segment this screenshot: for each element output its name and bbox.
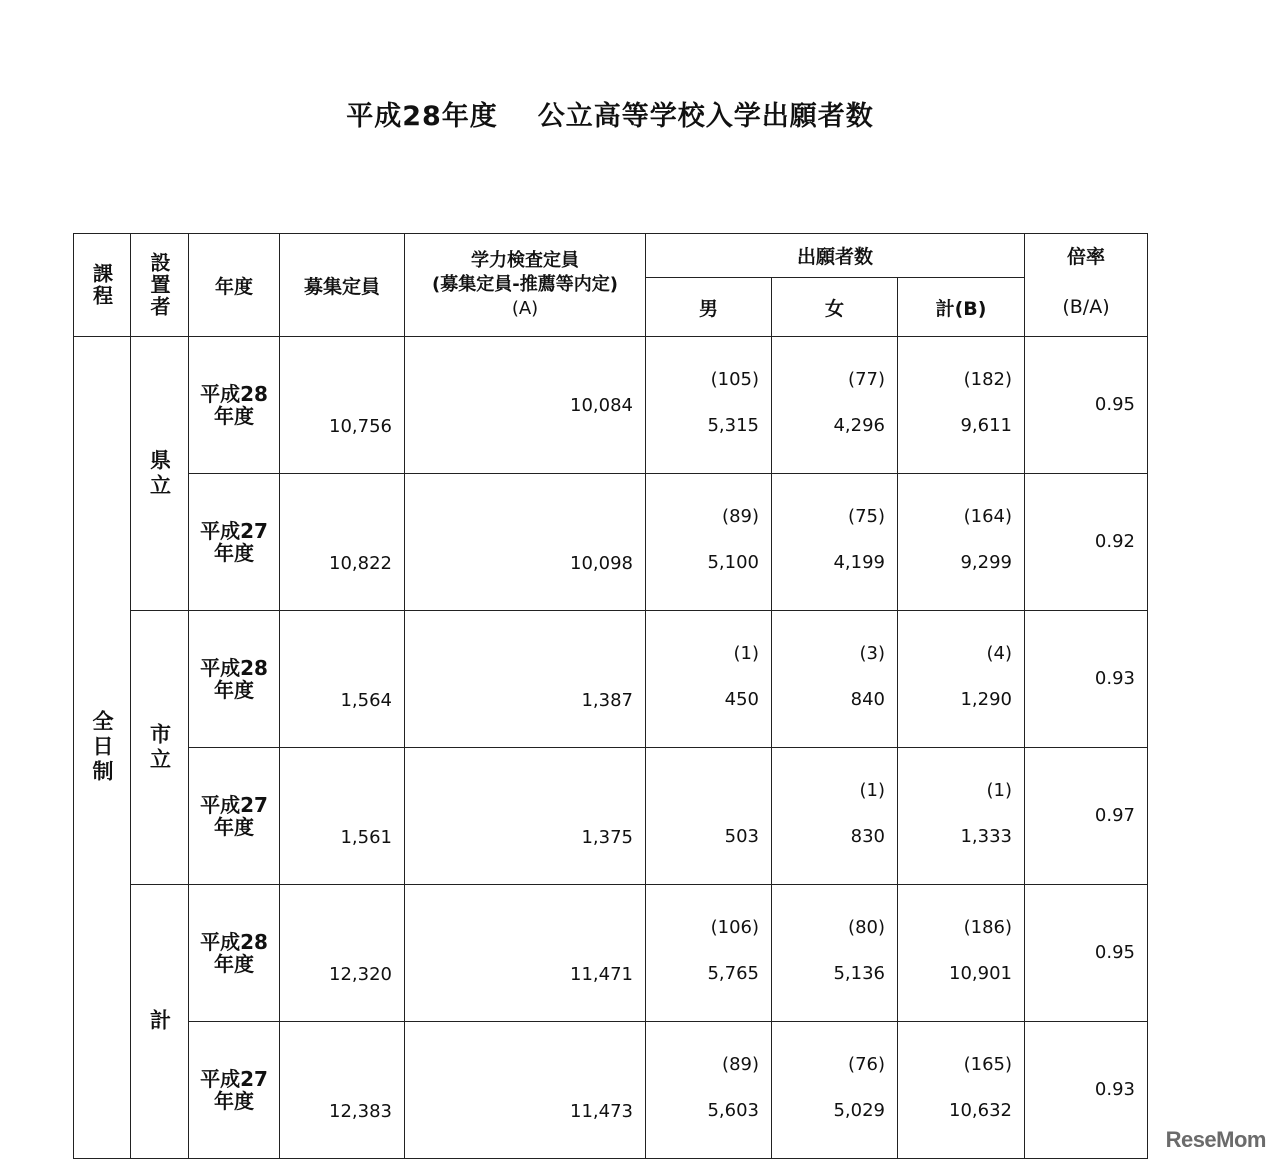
year-cell: 平成28 年度: [189, 611, 280, 748]
year-cell: 平成27 年度: [189, 1022, 280, 1159]
header-year: 年度: [189, 234, 280, 337]
header-course: 課程: [74, 234, 131, 337]
total-cell: (165) 10,632: [898, 1022, 1025, 1159]
table-row: [74, 885, 1148, 1022]
capacity-cell: 12,320: [280, 885, 405, 1022]
year-cell: 平成28 年度: [189, 337, 280, 474]
founder-cell: 県立: [131, 337, 189, 611]
page-title: [0, 94, 1220, 133]
ratio-cell: 0.92: [1025, 474, 1148, 611]
year-cell: 平成28 年度: [189, 885, 280, 1022]
capacity-cell: 12,383: [280, 1022, 405, 1159]
capacity-cell: 10,822: [280, 474, 405, 611]
total-cell: (4) 1,290: [898, 611, 1025, 748]
male-cell: (105) 5,315: [646, 337, 772, 474]
total-cell: (186) 10,901: [898, 885, 1025, 1022]
course-cell: 全日制: [74, 337, 131, 1159]
capacity-cell: 10,756: [280, 337, 405, 474]
founder-cell: 市立: [131, 611, 189, 885]
male-cell: (89) 5,100: [646, 474, 772, 611]
total-cell: (1) 1,333: [898, 748, 1025, 885]
table-row: [74, 611, 1148, 748]
exam-capacity-cell: 10,098: [405, 474, 646, 611]
male-cell: 503: [646, 748, 772, 885]
male-cell: (1) 450: [646, 611, 772, 748]
header-row-1: [74, 234, 1148, 278]
exam-capacity-cell: 1,387: [405, 611, 646, 748]
header-capacity: 募集定員: [280, 234, 405, 337]
exam-capacity-cell: 11,473: [405, 1022, 646, 1159]
female-cell: (1) 830: [772, 748, 898, 885]
exam-capacity-cell: 11,471: [405, 885, 646, 1022]
title-year: 平成28年度: [346, 101, 498, 132]
header-ratio: 倍率: [1025, 234, 1148, 278]
header-founder: 設置者: [131, 234, 189, 337]
male-cell: (89) 5,603: [646, 1022, 772, 1159]
female-cell: (76) 5,029: [772, 1022, 898, 1159]
ratio-cell: 0.97: [1025, 748, 1148, 885]
table-row: [74, 474, 1148, 611]
capacity-cell: 1,561: [280, 748, 405, 885]
header-male: 男: [646, 278, 772, 337]
header-female: 女: [772, 278, 898, 337]
year-cell: 平成27 年度: [189, 474, 280, 611]
header-applicants: 出願者数: [646, 234, 1025, 278]
title-subject: 公立高等学校入学出願者数: [537, 101, 874, 132]
founder-cell: 計: [131, 885, 189, 1159]
header-exam-capacity: 学力検査定員 (募集定員-推薦等内定) (A): [405, 234, 646, 337]
capacity-cell: 1,564: [280, 611, 405, 748]
exam-capacity-cell: 1,375: [405, 748, 646, 885]
ratio-cell: 0.95: [1025, 337, 1148, 474]
year-cell: 平成27 年度: [189, 748, 280, 885]
female-cell: (75) 4,199: [772, 474, 898, 611]
resemom-logo: ReseMom: [1165, 1127, 1266, 1152]
exam-capacity-cell: 10,084: [405, 337, 646, 474]
male-cell: (106) 5,765: [646, 885, 772, 1022]
ratio-cell: 0.93: [1025, 611, 1148, 748]
table-row: [74, 748, 1148, 885]
female-cell: (3) 840: [772, 611, 898, 748]
table-row: [74, 337, 1148, 474]
total-cell: (182) 9,611: [898, 337, 1025, 474]
header-total: 計(B): [898, 278, 1025, 337]
ratio-cell: 0.93: [1025, 1022, 1148, 1159]
applicants-table: [73, 233, 1148, 1159]
female-cell: (77) 4,296: [772, 337, 898, 474]
female-cell: (80) 5,136: [772, 885, 898, 1022]
table-row: [74, 1022, 1148, 1159]
header-ratio-sub: (B/A): [1025, 278, 1148, 337]
total-cell: (164) 9,299: [898, 474, 1025, 611]
ratio-cell: 0.95: [1025, 885, 1148, 1022]
